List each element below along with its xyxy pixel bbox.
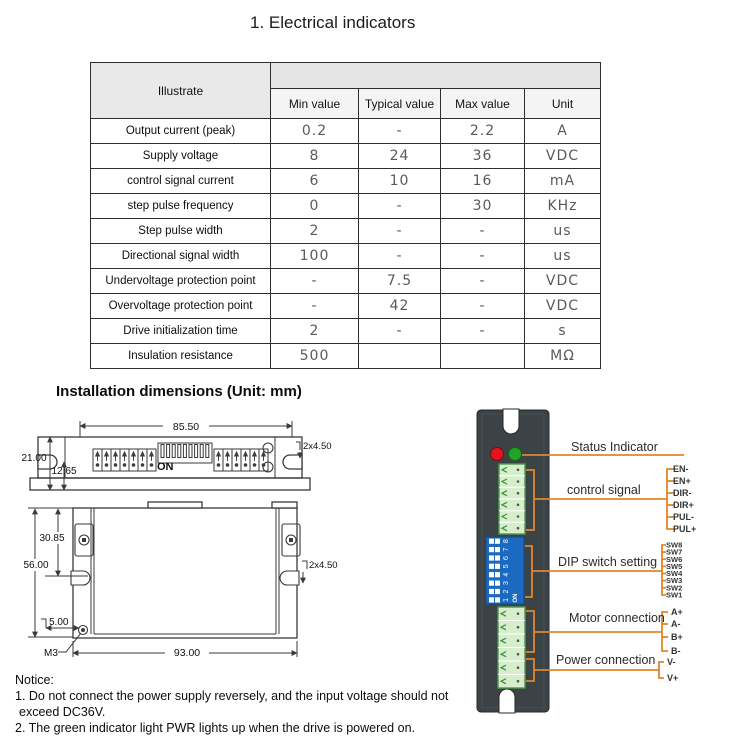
dim-inner-height: 12.65 [51,466,77,477]
cell-typical: - [359,119,441,144]
cell-unit: us [525,219,601,244]
mount-notch-bottom [499,689,515,713]
control-pin-label: PUL+ [673,524,697,534]
cell-max: - [441,244,525,269]
table-row [91,119,601,144]
cell-typical: 7.5 [359,269,441,294]
row-label: Drive initialization time [91,319,271,344]
motor-power-terminal-block [498,607,525,688]
led-green [509,448,522,461]
dip-number: 6 [503,556,510,560]
dip-pin-label: SW4 [666,569,683,578]
table-row [91,144,601,169]
control-terminal-block [499,464,525,534]
power-pin-label: V+ [667,673,679,683]
control-pin-label: DIR- [673,488,692,498]
page-title: 1. Electrical indicators [250,13,416,32]
cell-unit: VDC [525,269,601,294]
dip-number: 4 [503,572,510,577]
driver-connection-diagram [455,400,750,720]
notice-line: 2. The green indicator light PWR lights up when the drive is powered on. [15,721,415,735]
cell-typical: - [359,219,441,244]
cell-unit: VDC [525,144,601,169]
cell-max [441,344,525,369]
dip-pin-label: SW5 [666,561,683,571]
mount-hole-right [286,535,296,545]
motor-pin-label: B+ [671,632,683,642]
dip-number: 5 [503,564,510,569]
row-label: Directional signal width [91,244,271,269]
dip-pin-label: SW7 [666,547,683,557]
table-row [91,244,601,269]
cell-unit: us [525,244,601,269]
row-label: step pulse frequency [91,194,271,219]
side-view-dimensions [21,508,307,659]
cell-typical: - [359,194,441,219]
dim-side-upper: 30.85 [39,533,65,544]
electrical-spec-table [90,62,601,369]
dip-number: 2 [503,589,510,594]
row-label: Undervoltage protection point [91,269,271,294]
status-indicator-label: Status Indicator [571,440,658,454]
dip-on-label: ON [513,593,519,603]
cell-max: 16 [441,169,525,194]
table-row [91,194,601,219]
dip-number: 3 [503,581,510,586]
cell-typical: - [359,319,441,344]
dim-screw-label: M3 [44,648,58,659]
col-header-illustrate: Illustrate [91,63,271,119]
mount-hole-left [79,535,89,545]
cell-unit: mA [525,169,601,194]
motor-pin-label: B- [671,646,681,656]
cell-unit: s [525,319,601,344]
cell-typical [359,344,441,369]
dip-number: 8 [503,539,510,544]
cell-unit: KHz [525,194,601,219]
row-label: control signal current [91,169,271,194]
control-pin-label: EN+ [673,476,691,486]
control-pin-label: DIR+ [673,500,694,510]
table-row [91,219,601,244]
dip-switch-block [486,537,524,604]
cell-min: 500 [271,344,359,369]
top-view-dip-switch [158,443,212,463]
notice-title: Notice: [15,673,54,687]
dim-length: 93.00 [173,647,201,659]
cell-typical: 42 [359,294,441,319]
cell-max: - [441,219,525,244]
col-header-typical: Typical value [359,89,441,119]
cell-typical: 24 [359,144,441,169]
notice-line: 1. Do not connect the power supply reversely, and the input voltage should not [15,689,449,703]
row-label: Output current (peak) [91,119,271,144]
cell-min: - [271,269,359,294]
installation-dimensions-drawing [18,405,362,670]
table-row [91,344,601,369]
cell-unit: MΩ [525,344,601,369]
dip-pin-label: SW3 [666,576,683,586]
motor-pin-label: A- [671,619,681,629]
notice-block [15,672,448,736]
cell-min: 100 [271,244,359,269]
cell-typical: - [359,244,441,269]
power-pin-label: V- [667,657,676,667]
dip-pin-label: SW2 [666,583,683,593]
dip-pin-label: SW1 [666,590,683,600]
dim-height: 21.00 [21,453,47,464]
motor-connection-label: Motor connection [569,611,665,625]
control-signal-label: control signal [567,483,641,497]
cell-min: - [271,294,359,319]
dim-side-height: 56.00 [23,560,49,571]
cell-min: 0 [271,194,359,219]
row-label: Supply voltage [91,144,271,169]
power-connection-label: Power connection [556,653,656,667]
cell-max: 36 [441,144,525,169]
cell-unit: VDC [525,294,601,319]
control-pin-label: EN- [673,464,689,474]
cell-min: 2 [271,219,359,244]
dim-screw-offset: 5.00 [49,617,69,628]
row-label: Step pulse width [91,219,271,244]
control-pin-label: PUL- [673,512,694,522]
side-view-outline [71,502,300,638]
installation-heading: Installation dimensions (Unit: mm) [56,383,302,400]
dip-pin-label: SW8 [666,540,683,550]
top-view-on-label: ON [157,461,174,473]
table-top-bar [271,63,601,89]
motor-pin-label: A+ [671,607,683,617]
cell-max: - [441,319,525,344]
led-red [491,448,504,461]
row-label: Insulation resistance [91,344,271,369]
table-row [91,269,601,294]
dip-number: 7 [503,547,510,552]
dim-hole-top: 2x4.50 [303,441,332,452]
col-header-unit: Unit [525,89,601,119]
cell-unit: A [525,119,601,144]
cell-min: 2 [271,319,359,344]
mount-notch-top [503,409,519,434]
table-row [91,169,601,194]
cell-max: - [441,269,525,294]
cell-max: 30 [441,194,525,219]
cell-min: 0.2 [271,119,359,144]
row-label: Overvoltage protection point [91,294,271,319]
dim-top-width: 85.50 [172,421,200,433]
notice-line: exceed DC36V. [19,705,106,719]
cell-min: 6 [271,169,359,194]
dip-number: 1 [503,597,510,602]
cell-min: 8 [271,144,359,169]
col-header-min: Min value [271,89,359,119]
table-row [91,294,601,319]
cell-max: - [441,294,525,319]
dip-switch-setting-label: DIP switch setting [558,555,658,569]
dim-hole-side: 2x4.50 [309,560,338,571]
dip-pin-label: SW6 [666,554,683,564]
table-row [91,319,601,344]
cell-max: 2.2 [441,119,525,144]
cell-typical: 10 [359,169,441,194]
col-header-max: Max value [441,89,525,119]
